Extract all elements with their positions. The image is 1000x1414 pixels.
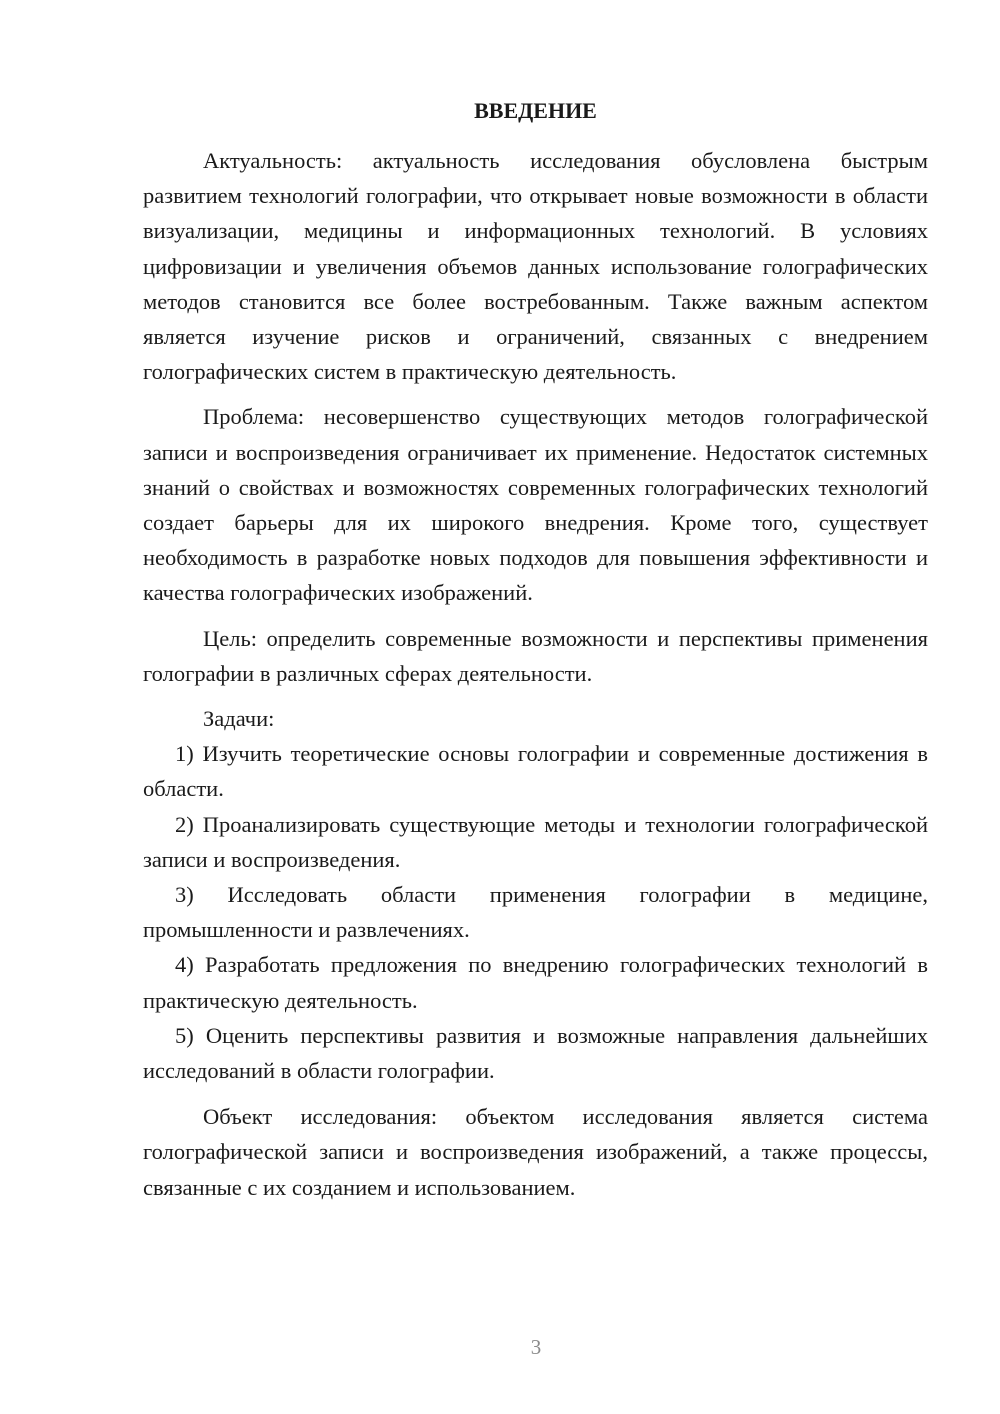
task-item-4: 4) Разработать предложения по внедрению голографических технологий в практическую деятельность. xyxy=(143,952,928,1013)
task-item-3: 3) Исследовать области применения голографии в медицине, промышленности и развлечениях. xyxy=(143,882,928,943)
paragraph-object: Объект исследования: объектом исследования является система голографической записи и воспроизведения изображений, а также процессы, связанные с их созданием и использованием. xyxy=(143,1104,928,1200)
page-number: 3 xyxy=(530,1335,542,1359)
paragraph-goal: Цель: определить современные возможности и перспективы применения голографии в различных сферах деятельности. xyxy=(143,625,928,686)
task-item-2: 2) Проанализировать существующие методы и технологии голографической записи и воспроизведения. xyxy=(143,811,928,872)
task-item-1: 1) Изучить теоретические основы голографии и современные достижения в области. xyxy=(143,741,928,802)
page-heading: ВВЕДЕНИЕ xyxy=(474,98,597,123)
page-content xyxy=(143,96,928,1205)
paragraph-relevance: Актуальность: актуальность исследования обусловлена быстрым развитием технологий голографии, что открывает новые возможности в области визуализации, медицины и информационных технологий. В условиях цифровизации и увеличения объемов данных использование голографических методов становится все более востребованным. Также важным аспектом является изучение рисков и ограничений, связанных с внедрением голографических систем в практическую деятельность. xyxy=(143,148,928,385)
tasks-label: Задачи: xyxy=(203,706,275,732)
paragraph-problem: Проблема: несовершенство существующих методов голографической записи и воспроизведения ограничивает их применение. Недостаток системных знаний о свойствах и возможностях современных голографических технологий создает барьеры для их широкого внедрения. Кроме того, существует необходимость в разработке новых подходов для повышения эффективности и качества голографических изображений. xyxy=(143,404,928,606)
task-item-5: 5) Оценить перспективы развития и возможные направления дальнейших исследований в области голографии. xyxy=(143,1022,928,1084)
